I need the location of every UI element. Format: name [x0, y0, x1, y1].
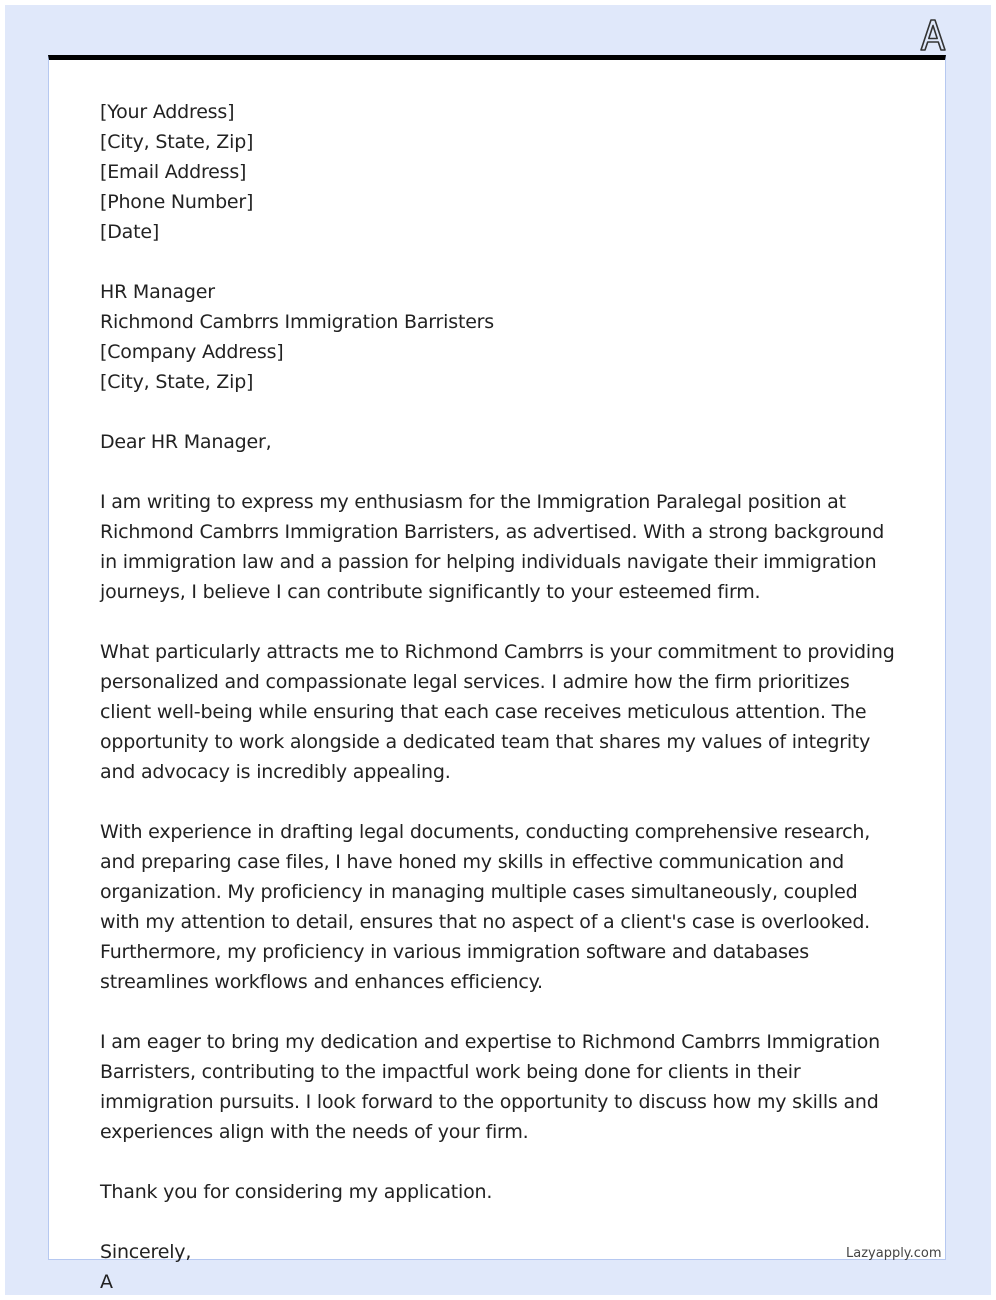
recipient-block	[100, 277, 900, 397]
sender-phone: [Phone Number]	[100, 191, 254, 213]
paragraph-conclusion: I am eager to bring my dedication and expertise to Richmond Cambrrs Immigration Barristers, contributing to the impactful work being done for clients in their immigration pursuits. I look forward to the opportunity to discuss how my skills and experiences align with the needs of your firm.	[100, 1031, 880, 1143]
recipient-city-state-zip: [City, State, Zip]	[100, 371, 254, 393]
letter-date: [Date]	[100, 221, 160, 243]
paragraph-intro: I am writing to express my enthusiasm for the Immigration Paralegal position at Richmond Cambrrs Immigration Barristers, as advertised. With a strong background in immigration law and a passion for helping individuals navigate their immigration journeys, I believe I can contribute significantly to your esteemed firm.	[100, 491, 885, 603]
paragraph-motivation: What particularly attracts me to Richmond Cambrrs is your commitment to providing personalized and compassionate legal services. I admire how the firm prioritizes client well-being while ensuring that each case receives meticulous attention. The opportunity to work alongside a dedicated team that shares my values of integrity and advocacy is incredibly appealing.	[100, 641, 895, 783]
closing: Sincerely,	[100, 1241, 192, 1263]
recipient-address: [Company Address]	[100, 341, 284, 363]
sender-email: [Email Address]	[100, 161, 247, 183]
recipient-title: HR Manager	[100, 281, 215, 303]
recipient-company: Richmond Cambrrs Immigration Barristers	[100, 311, 494, 333]
watermark: Lazyapply.com	[846, 1246, 942, 1261]
signature: A	[100, 1271, 113, 1293]
paragraph-experience: With experience in drafting legal documents, conducting comprehensive research, and preparing case files, I have honed my skills in effective communication and organization. My proficiency in managing multiple cases simultaneously, coupled with my attention to detail, ensures that no aspect of a client's case is overlooked. Furthermore, my proficiency in various immigration software and databases streamlines workflows and enhances efficiency.	[100, 821, 871, 993]
sender-block	[100, 97, 900, 247]
letter-a-outline-icon	[917, 17, 949, 53]
salutation: Dear HR Manager,	[100, 431, 272, 453]
cover-letter-body	[100, 97, 900, 1297]
sender-address: [Your Address]	[100, 101, 235, 123]
sender-city-state-zip: [City, State, Zip]	[100, 131, 254, 153]
paragraph-thanks: Thank you for considering my application.	[100, 1181, 493, 1203]
